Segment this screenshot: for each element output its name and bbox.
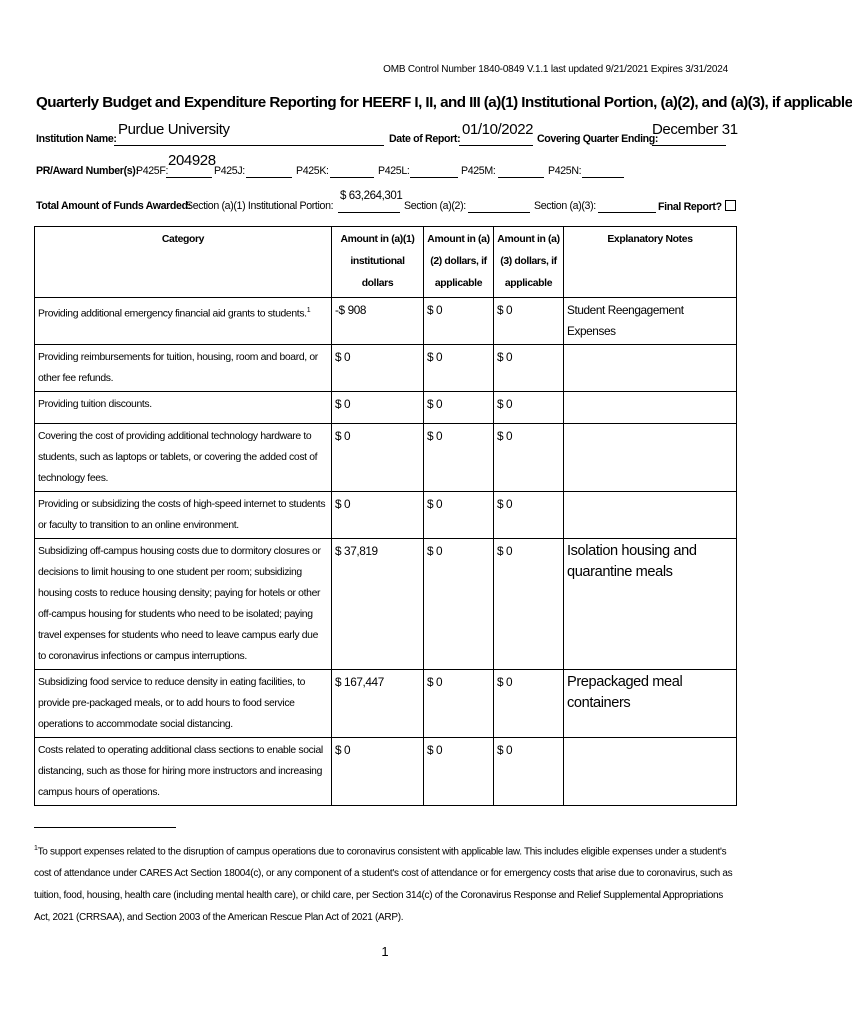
- header-amount-a3: Amount in (a)(3) dollars, if applicable: [494, 227, 564, 298]
- footnote-number: 1: [34, 845, 38, 852]
- footnote-text: To support expenses related to the disruption of campus operations due to coronavirus consistent with applicable law. This includes eligible expenses under a student's cost of attendance under CARES Act Section 18004(c), or any component of a student's cost of attendance or for emergency costs that arise due to coronavirus, such as tuition, food, housing, health care (including mental health care), or child care, per Section 314(c) of the Coronavirus Response and Relief Supplemental Appropriations Act, 2021 (CRRSAA), and Section 2003 of the American Rescue Plan Act of 2021 (ARP).: [34, 846, 733, 924]
- page-title: Quarterly Budget and Expenditure Reporting for HEERF I, II, and III (a)(1) Institutional Portion, (a)(2), and (a)(3), if applicable: [36, 94, 852, 111]
- amount-a3-cell[interactable]: $ 0: [494, 670, 564, 738]
- header-amount-a1: Amount in (a)(1) institutional dollars: [332, 227, 424, 298]
- a1-portion-label: Section (a)(1) Institutional Portion:: [186, 200, 334, 212]
- amount-a1-cell[interactable]: $ 0: [332, 738, 424, 806]
- amount-a2-cell[interactable]: $ 0: [424, 492, 494, 539]
- amount-a2-cell[interactable]: $ 0: [424, 392, 494, 424]
- amount-a1-cell[interactable]: $ 167,447: [332, 670, 424, 738]
- amount-a1-cell[interactable]: $ 0: [332, 424, 424, 492]
- notes-cell[interactable]: [564, 345, 737, 392]
- p425f-label: P425F:: [136, 165, 169, 177]
- a1-portion-field[interactable]: $ 63,264,301: [340, 190, 403, 202]
- header-amount-a2: Amount in (a)(2) dollars, if applicable: [424, 227, 494, 298]
- page-number: 1: [381, 944, 389, 959]
- notes-cell[interactable]: [564, 492, 737, 539]
- table-row: [35, 392, 737, 424]
- category-cell: Costs related to operating additional class sections to enable social distancing, such as those for hiring more instructors and increasing campus hours of operations.: [35, 738, 332, 806]
- amount-a1-cell[interactable]: $ 37,819: [332, 539, 424, 670]
- amount-a2-cell[interactable]: $ 0: [424, 424, 494, 492]
- table-row: [35, 738, 737, 806]
- a1-portion-line: [338, 212, 400, 213]
- notes-cell[interactable]: Student Reengagement Expenses: [564, 298, 737, 345]
- table-row: [35, 670, 737, 738]
- category-cell: Providing or subsidizing the costs of high-speed internet to students or faculty to transition to an online environment.: [35, 492, 332, 539]
- table-row: [35, 539, 737, 670]
- table-row: [35, 424, 737, 492]
- table-row: [35, 345, 737, 392]
- p425n-field[interactable]: [582, 177, 624, 178]
- expenditure-table: [34, 226, 737, 806]
- a2-section-label: Section (a)(2):: [404, 200, 466, 212]
- amount-a2-cell[interactable]: $ 0: [424, 298, 494, 345]
- p425j-label: P425J:: [214, 165, 245, 177]
- amount-a2-cell[interactable]: $ 0: [424, 345, 494, 392]
- amount-a1-cell[interactable]: $ 0: [332, 492, 424, 539]
- p425k-label: P425K:: [296, 165, 329, 177]
- notes-cell[interactable]: [564, 424, 737, 492]
- p425j-field[interactable]: [246, 177, 292, 178]
- amount-a3-cell[interactable]: $ 0: [494, 539, 564, 670]
- amount-a3-cell[interactable]: $ 0: [494, 492, 564, 539]
- category-cell: Providing reimbursements for tuition, housing, room and board, or other fee refunds.: [35, 345, 332, 392]
- date-line: [459, 145, 533, 146]
- table-row: [35, 298, 737, 345]
- p425f-field[interactable]: 204928: [168, 152, 216, 169]
- institution-line: [114, 145, 384, 146]
- p425m-label: P425M:: [461, 165, 496, 177]
- date-label: Date of Report:: [389, 133, 461, 145]
- category-cell: Subsidizing food service to reduce density in eating facilities, to provide pre-packaged meals, or to add hours to food service operations to accommodate social distancing.: [35, 670, 332, 738]
- institution-label: Institution Name:: [36, 133, 117, 145]
- footnote: [34, 838, 738, 929]
- date-of-report-field[interactable]: 01/10/2022: [462, 121, 534, 138]
- p425m-field[interactable]: [498, 177, 544, 178]
- pr-award-label: PR/Award Number(s):: [36, 165, 139, 177]
- category-cell: Providing tuition discounts.: [35, 392, 332, 424]
- notes-cell[interactable]: Prepackaged meal containers: [564, 670, 737, 738]
- notes-cell[interactable]: [564, 738, 737, 806]
- quarter-label: Covering Quarter Ending:: [537, 133, 659, 145]
- a2-section-field[interactable]: [468, 212, 530, 213]
- institution-name-field[interactable]: Purdue University: [118, 121, 230, 138]
- covering-quarter-field[interactable]: December 31: [652, 121, 738, 138]
- amount-a3-cell[interactable]: $ 0: [494, 738, 564, 806]
- category-cell: Covering the cost of providing additional technology hardware to students, such as laptops or tablets, or covering the added cost of technology fees.: [35, 424, 332, 492]
- amount-a2-cell[interactable]: $ 0: [424, 539, 494, 670]
- a3-section-field[interactable]: [598, 212, 656, 213]
- category-cell: Subsidizing off-campus housing costs due to dormitory closures or decisions to limit housing to one student per room; subsidizing housing costs to reduce housing density; paying for hotels or other off-campus housing for students who need to be isolated; paying travel expenses for students who need to leave campus early due to coronavirus infections or campus interruptions.: [35, 539, 332, 670]
- category-cell: Providing additional emergency financial aid grants to students.$^1$: [35, 298, 332, 345]
- amount-a3-cell[interactable]: $ 0: [494, 392, 564, 424]
- a3-section-label: Section (a)(3):: [534, 200, 596, 212]
- final-report-item: [658, 200, 736, 213]
- amount-a3-cell[interactable]: $ 0: [494, 345, 564, 392]
- notes-cell[interactable]: [564, 392, 737, 424]
- header-category: Category: [35, 227, 332, 298]
- amount-a1-cell[interactable]: -$ 908: [332, 298, 424, 345]
- amount-a2-cell[interactable]: $ 0: [424, 738, 494, 806]
- p425l-field[interactable]: [410, 177, 458, 178]
- amount-a3-cell[interactable]: $ 0: [494, 298, 564, 345]
- p425l-label: P425L:: [378, 165, 410, 177]
- amount-a1-cell[interactable]: $ 0: [332, 392, 424, 424]
- final-report-label: Final Report?: [658, 201, 722, 213]
- p425n-label: P425N:: [548, 165, 582, 177]
- footnote-mark: 1: [306, 307, 311, 314]
- total-funds-label: Total Amount of Funds Awarded:: [36, 200, 191, 212]
- amount-a2-cell[interactable]: $ 0: [424, 670, 494, 738]
- final-report-checkbox[interactable]: [725, 200, 736, 211]
- header-explanatory-notes: Explanatory Notes: [564, 227, 737, 298]
- quarter-line: [652, 145, 726, 146]
- footnote-divider: [34, 827, 176, 828]
- notes-cell[interactable]: Isolation housing and quarantine meals: [564, 539, 737, 670]
- p425f-line: [166, 177, 212, 178]
- omb-control-number: OMB Control Number 1840-0849 V.1.1 last updated 9/21/2021 Expires 3/31/2024: [383, 64, 728, 75]
- p425k-field[interactable]: [330, 177, 374, 178]
- table-header-row: [35, 227, 737, 298]
- table-row: [35, 492, 737, 539]
- amount-a3-cell[interactable]: $ 0: [494, 424, 564, 492]
- amount-a1-cell[interactable]: $ 0: [332, 345, 424, 392]
